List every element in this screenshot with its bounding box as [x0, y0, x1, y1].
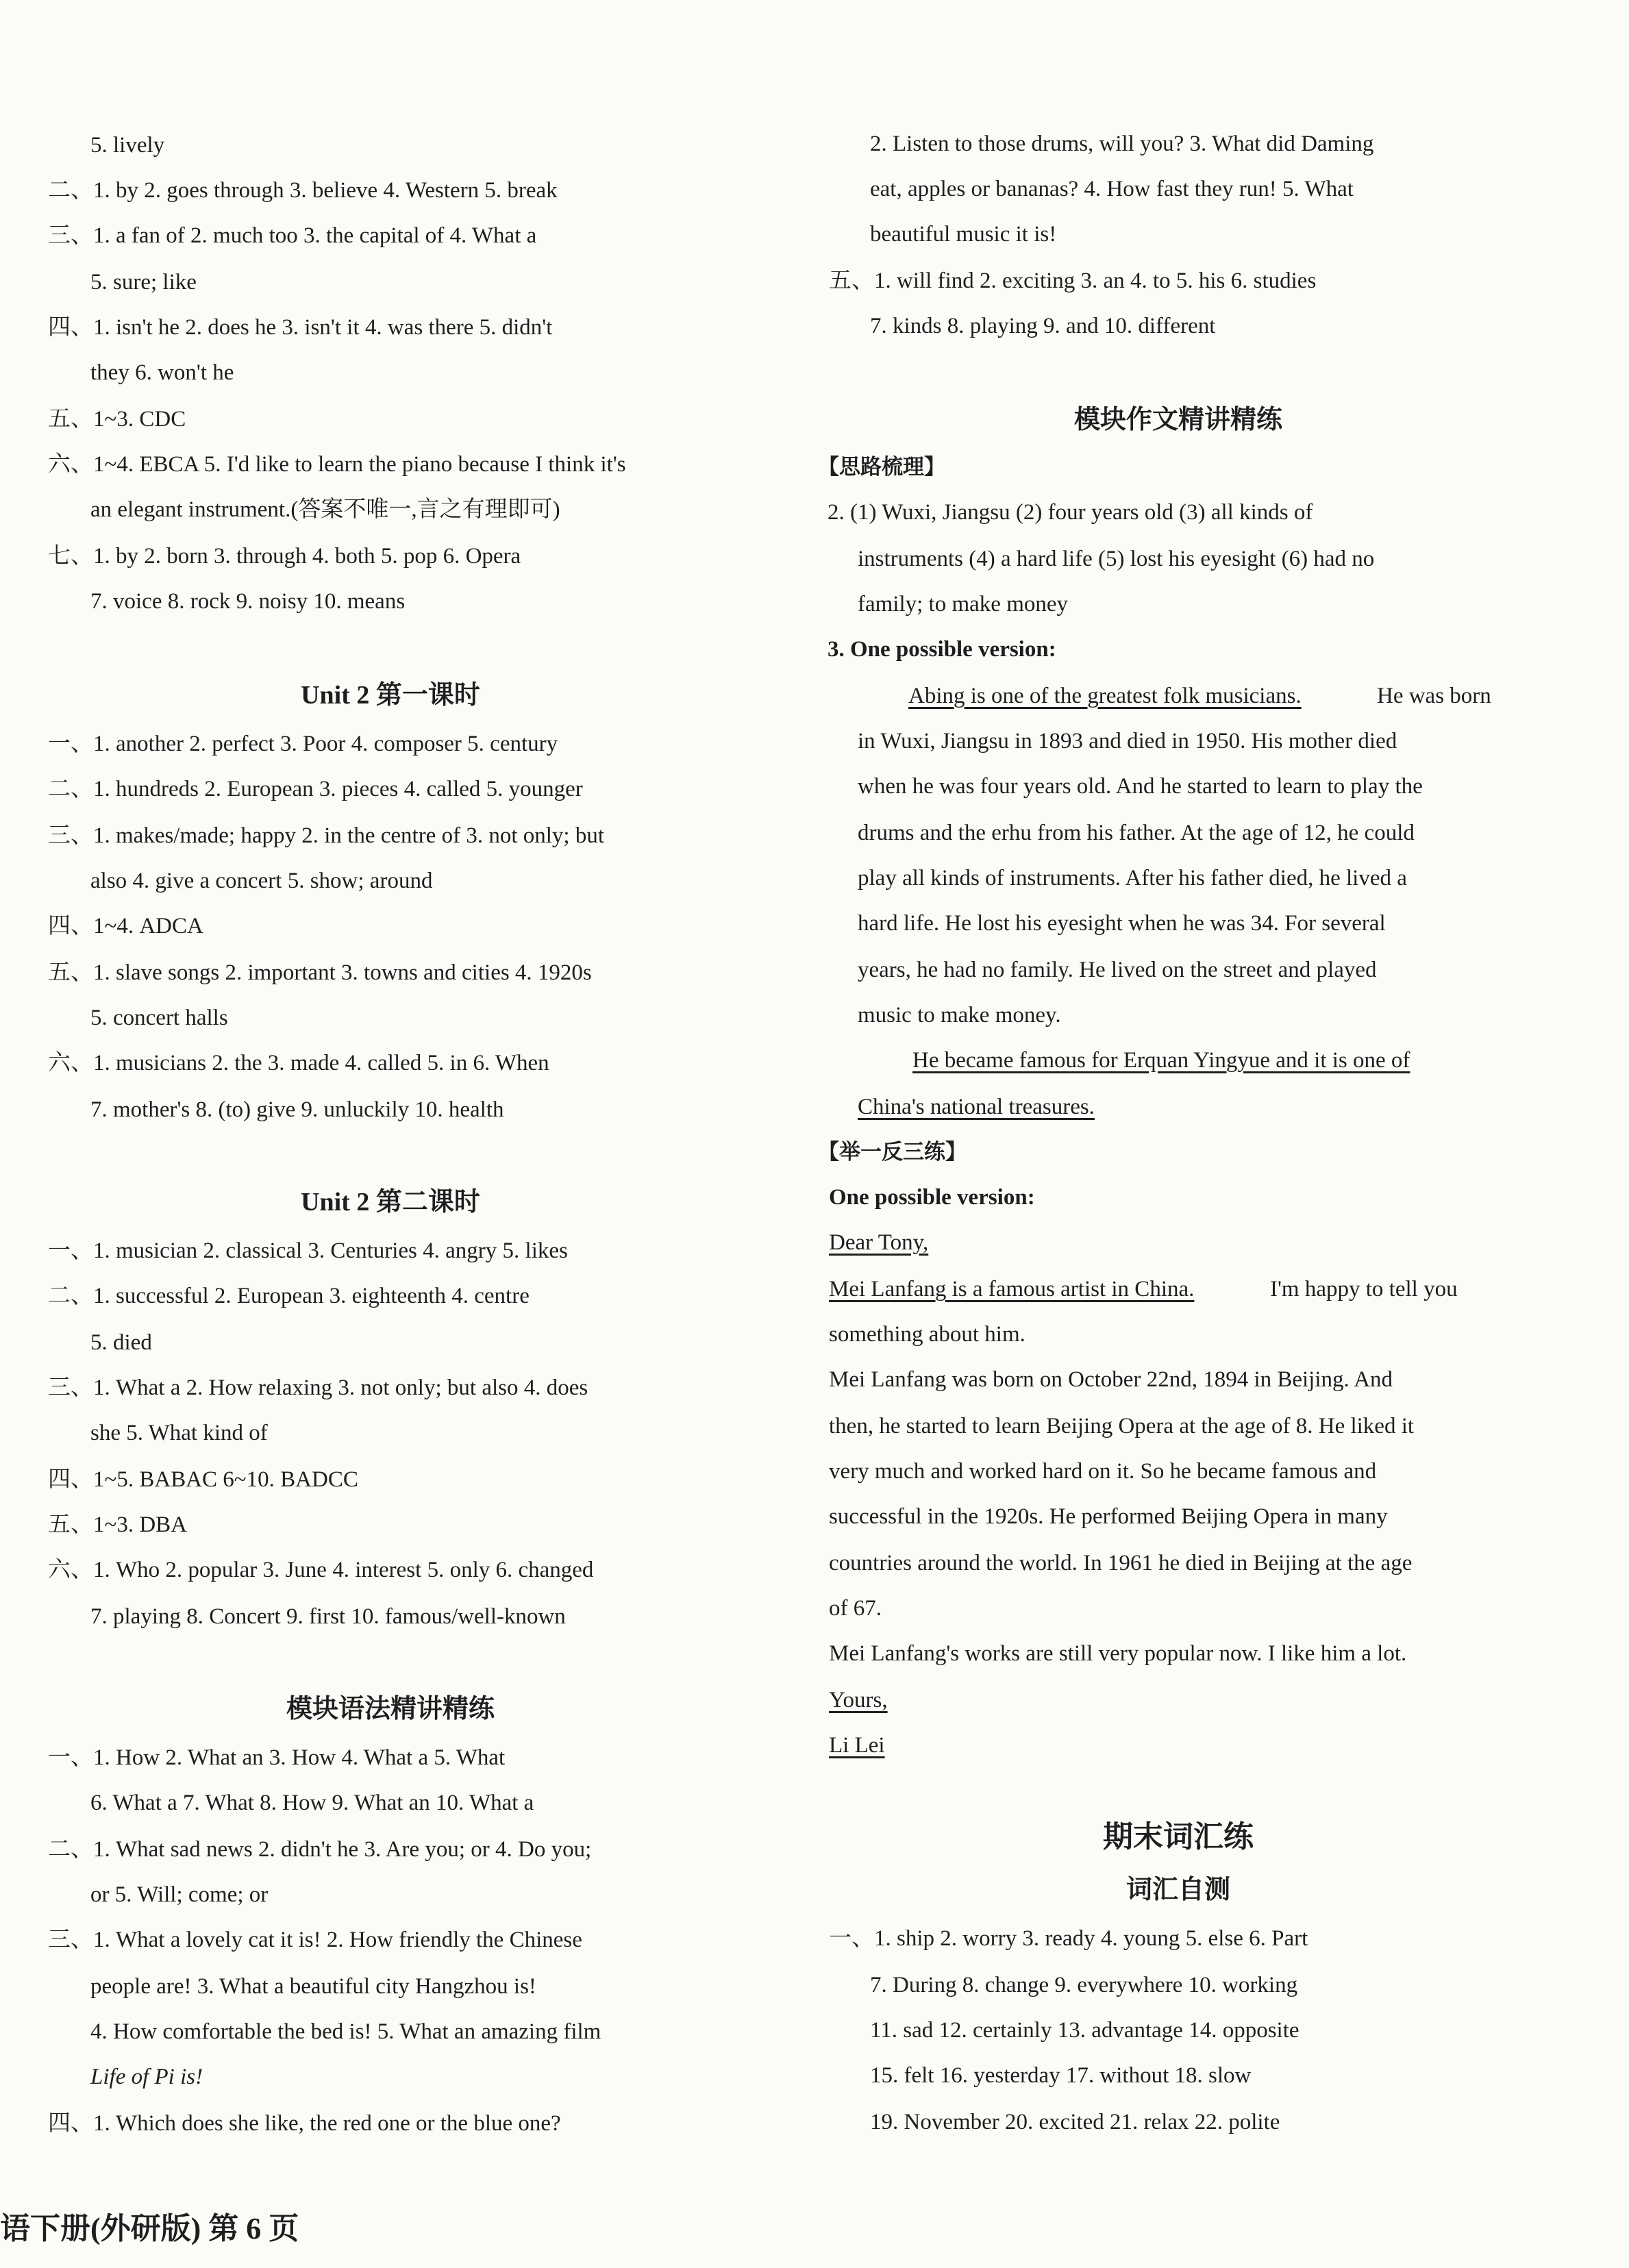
section-tag: 【思路梳理】: [818, 455, 945, 479]
answer-line: 一、1. ship 2. worry 3. ready 4. young 5. else 6. Part: [829, 1926, 1308, 1951]
letter-line: countries around the world. In 1961 he died in Beijing at the age: [829, 1551, 1413, 1575]
page-footer: 语下册(外研版) 第 6 页: [0, 2212, 299, 2245]
letter-closing: Yours,: [829, 1688, 888, 1712]
answer-line: 5. lively: [90, 133, 165, 158]
answer-line: 六、1~4. EBCA 5. I'd like to learn the piano because I think it's: [48, 452, 626, 477]
section-heading: 模块作文精讲精练: [1073, 406, 1282, 434]
answer-line: 二、1. by 2. goes through 3. believe 4. Western 5. break: [48, 178, 558, 203]
section-heading: 期末词汇练: [1103, 1820, 1254, 1854]
answer-line: 三、1. What a 2. How relaxing 3. not only; but also 4. does: [48, 1375, 588, 1400]
answer-line: 7. During 8. change 9. everywhere 10. working: [870, 1973, 1298, 1997]
answer-line: 二、1. successful 2. European 3. eighteenth 4. centre: [48, 1284, 530, 1308]
letter-line: I'm happy to tell you: [1270, 1277, 1458, 1301]
answer-line: 二、1. hundreds 2. European 3. pieces 4. called 5. younger: [48, 777, 583, 801]
letter-line: Mei Lanfang's works are still very popular now. I like him a lot.: [829, 1641, 1407, 1666]
answer-line: 5. died: [90, 1330, 152, 1355]
letter-signature: Li Lei: [829, 1733, 885, 1758]
answer-line: 三、1. What a lovely cat it is! 2. How friendly the Chinese: [48, 1928, 582, 1952]
essay-line: years, he had no family. He lived on the street and played: [858, 958, 1377, 982]
answer-line: 四、1. Which does she like, the red one or the blue one?: [48, 2111, 561, 2136]
answer-line: she 5. What kind of: [90, 1421, 268, 1445]
answer-line: also 4. give a concert 5. show; around: [90, 869, 433, 893]
answer-line: instruments (4) a hard life (5) lost his eyesight (6) had no: [858, 547, 1375, 571]
answer-line: 五、1. slave songs 2. important 3. towns and cities 4. 1920s: [48, 960, 592, 985]
answer-line: or 5. Will; come; or: [90, 1882, 269, 1907]
answer-line: 四、1~4. ADCA: [48, 914, 203, 938]
letter-line: then, he started to learn Beijing Opera at the age of 8. He liked it: [829, 1414, 1415, 1438]
essay-line: music to make money.: [858, 1003, 1061, 1027]
letter-line: Mei Lanfang was born on October 22nd, 1894 in Beijing. And: [829, 1367, 1393, 1392]
section-heading: Unit 2 第二课时: [301, 1188, 480, 1217]
letter-line: something about him.: [829, 1322, 1025, 1347]
section-heading: 模块语法精讲精练: [286, 1695, 495, 1723]
answer-line: beautiful music it is!: [870, 222, 1057, 247]
answer-line: 5. sure; like: [90, 270, 197, 295]
answer-line: 2. (1) Wuxi, Jiangsu (2) four years old (3) all kinds of: [828, 500, 1313, 525]
answer-line: people are! 3. What a beautiful city Hangzhou is!: [90, 1974, 536, 1999]
answer-line: 4. How comfortable the bed is! 5. What an amazing film: [90, 2019, 601, 2044]
answer-line: 11. sad 12. certainly 13. advantage 14. opposite: [870, 2018, 1300, 2043]
answer-line: 七、1. by 2. born 3. through 4. both 5. pop 6. Opera: [48, 544, 521, 569]
answer-line: 19. November 20. excited 21. relax 22. polite: [870, 2110, 1280, 2134]
answer-line: 6. What a 7. What 8. How 9. What an 10. What a: [90, 1791, 534, 1815]
answer-line: 15. felt 16. yesterday 17. without 18. slow: [870, 2063, 1252, 2088]
answer-line: 2. Listen to those drums, will you? 3. What did Daming: [870, 132, 1374, 156]
underlined-sentence: Mei Lanfang is a famous artist in China.: [829, 1277, 1195, 1301]
answer-line: 三、1. a fan of 2. much too 3. the capital of 4. What a: [48, 223, 537, 248]
answer-line: they 6. won't he: [90, 360, 234, 385]
answer-line: 三、1. makes/made; happy 2. in the centre of 3. not only; but: [48, 823, 604, 848]
answer-line: 7. voice 8. rock 9. noisy 10. means: [90, 589, 406, 614]
essay-line: drums and the erhu from his father. At the age of 12, he could: [858, 821, 1415, 845]
underlined-sentence: He became famous for Erquan Yingyue and it is one of: [912, 1048, 1410, 1073]
section-tag: 【举一反三练】: [818, 1140, 967, 1164]
answer-line: Life of Pi is!: [90, 2065, 203, 2089]
essay-line: He was born: [1377, 684, 1491, 708]
answer-line: 四、1. isn't he 2. does he 3. isn't it 4. was there 5. didn't: [48, 315, 553, 340]
sub-heading: 词汇自测: [1126, 1876, 1230, 1904]
letter-greeting: Dear Tony,: [829, 1230, 929, 1255]
answer-line: 五、1~3. CDC: [48, 407, 186, 432]
answer-line: 5. concert halls: [90, 1006, 228, 1030]
essay-line: hard life. He lost his eyesight when he was 34. For several: [858, 911, 1386, 936]
answer-line: 六、1. musicians 2. the 3. made 4. called 5. in 6. When: [48, 1051, 549, 1075]
answer-line: family; to make money: [858, 592, 1069, 616]
essay-line: in Wuxi, Jiangsu in 1893 and died in 1950. His mother died: [858, 729, 1397, 753]
answer-line: 一、1. How 2. What an 3. How 4. What a 5. What: [48, 1745, 506, 1770]
answer-line: 7. kinds 8. playing 9. and 10. different: [870, 314, 1216, 338]
answer-line: 二、1. What sad news 2. didn't he 3. Are you; or 4. Do you;: [48, 1837, 592, 1862]
answer-line: 一、1. musician 2. classical 3. Centuries 4. angry 5. likes: [48, 1238, 568, 1263]
letter-line: very much and worked hard on it. So he became famous and: [829, 1459, 1377, 1484]
answer-line: 一、1. another 2. perfect 3. Poor 4. composer 5. century: [48, 732, 558, 756]
letter-line: of 67.: [829, 1596, 882, 1621]
version-label: One possible version:: [829, 1185, 1035, 1210]
underlined-sentence: Abing is one of the greatest folk musicians.: [908, 684, 1302, 708]
answer-line: 7. playing 8. Concert 9. first 10. famous/well-known: [90, 1604, 566, 1629]
letter-line: successful in the 1920s. He performed Beijing Opera in many: [829, 1504, 1388, 1529]
answer-line: eat, apples or bananas? 4. How fast they run! 5. What: [870, 177, 1354, 201]
answer-line: 7. mother's 8. (to) give 9. unluckily 10. health: [90, 1097, 504, 1122]
answer-line: 六、1. Who 2. popular 3. June 4. interest 5. only 6. changed: [48, 1558, 594, 1582]
section-heading: Unit 2 第一课时: [301, 681, 480, 710]
answer-line: 五、1. will find 2. exciting 3. an 4. to 5. his 6. studies: [829, 269, 1317, 293]
essay-line: play all kinds of instruments. After his father died, he lived a: [858, 866, 1407, 890]
answer-line: an elegant instrument.(答案不唯一,言之有理即可): [90, 497, 560, 522]
essay-line: when he was four years old. And he started to learn to play the: [858, 774, 1423, 799]
answer-line: 五、1~3. DBA: [48, 1512, 188, 1537]
answer-line: 四、1~5. BABAC 6~10. BADCC: [48, 1467, 358, 1492]
version-label: 3. One possible version:: [828, 637, 1056, 662]
underlined-sentence: China's national treasures.: [858, 1095, 1095, 1119]
